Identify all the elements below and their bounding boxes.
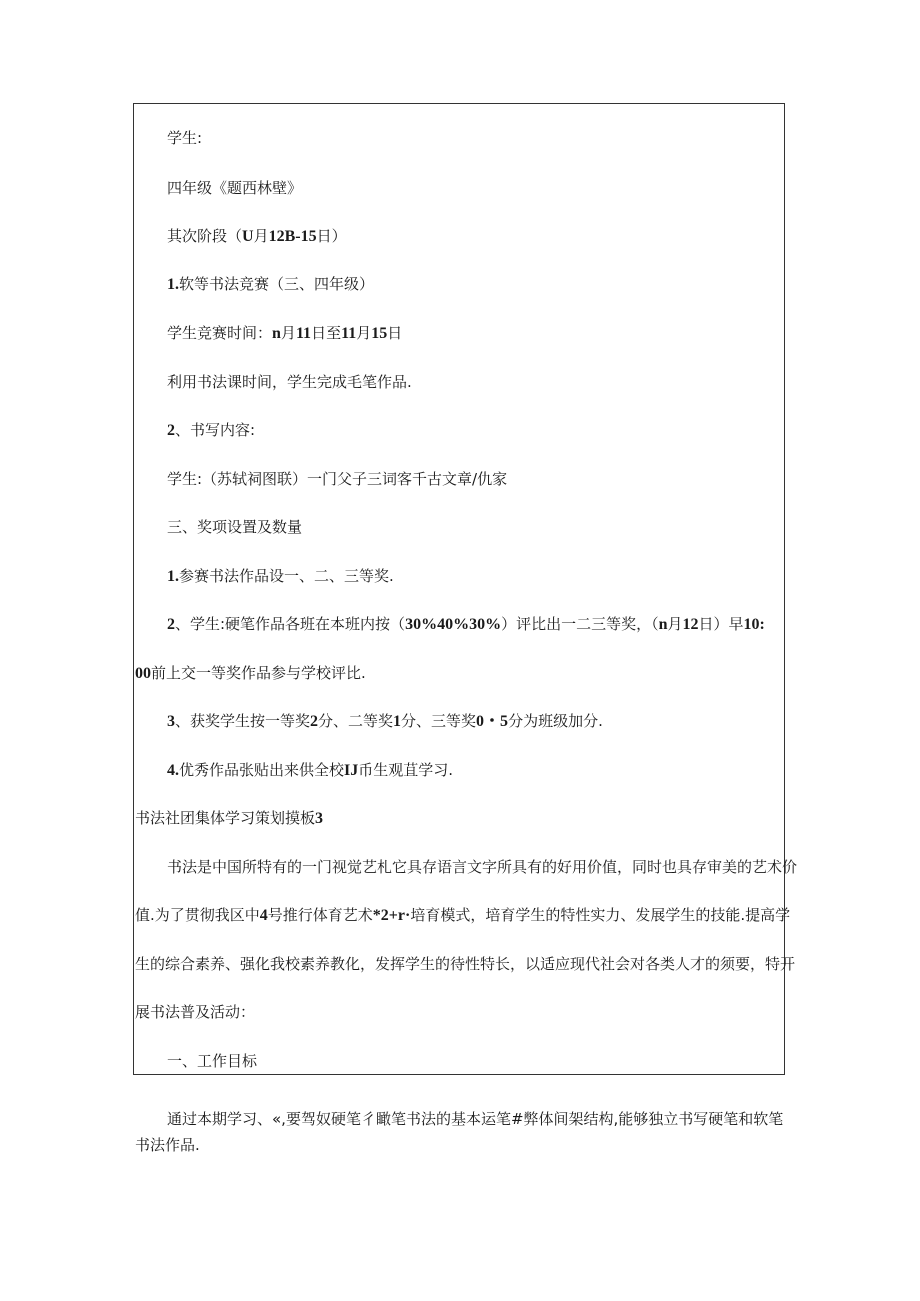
line-writing-content: 2、书写内容: (167, 421, 256, 439)
line-awards-heading: 三、奖项设置及数量 (167, 518, 303, 536)
line-student-1: 学生: (167, 129, 203, 147)
intro-line-3: 生的综合素养、强化我校素养教化，发挥学生的待性特长，以适应现代社会对各类人才的须要，特开 (135, 955, 796, 973)
intro-line-4: 展书法普及活动： (135, 1003, 256, 1021)
line-grade-four-title: 四年级《题西林壁》 (167, 179, 303, 197)
intro-line-1: 书法是中国所特有的一门视觉艺札它具存语言文字所具有的好用价值，同时也具存审美的艺术价 (167, 858, 798, 876)
line-brush-contest: 1.软等书法竞赛（三、四年级） (167, 275, 375, 293)
heading-work-goals: 一、工作目标 (167, 1052, 258, 1070)
line-use-class-time: 利用书法课时间，学生完成毛笔作品. (167, 373, 412, 391)
document-table-frame (133, 103, 785, 1075)
paragraph-goals: 通过本期学习、«,要驾奴硬笔彳瞰笔书法的基本运笔#弊体间架结构,能够独立书写硬笔和软笔书法作品. (135, 1110, 784, 1154)
line-award-1: 1.参赛书法作品设一、二、三等奖. (167, 567, 394, 585)
line-award-3: 3、获奖学生按一等奖2分、二等奖1分、三等奖0・5分为班级加分. (167, 712, 603, 730)
section-title-template-3: 书法社团集体学习策划摸板3 (135, 809, 324, 827)
line-contest-time: 学生竞赛时间：n月11日至11月15日 (167, 324, 403, 342)
line-award-4: 4.优秀作品张贴出来供全校IJ币生观苴学习. (167, 761, 454, 779)
intro-line-2: 值.为了贯彻我区中4号推行体育艺术*2+r·培育模式，培育学生的特性实力、发展学生的技能.提高学 (135, 906, 791, 924)
line-second-stage: 其次阶段（U月12B-15日） (167, 227, 347, 245)
line-award-2-cont: 00前上交一等奖作品参与学校评比. (135, 664, 366, 682)
line-award-2: 2、学生:硬笔作品各班在本班内按（30%40%30%）评比出一二三等奖，（n月12日）早10: (167, 615, 765, 633)
line-student-couplet: 学生:（苏轼祠图联）一门父子三词客千古文章/仇家 (167, 470, 508, 488)
